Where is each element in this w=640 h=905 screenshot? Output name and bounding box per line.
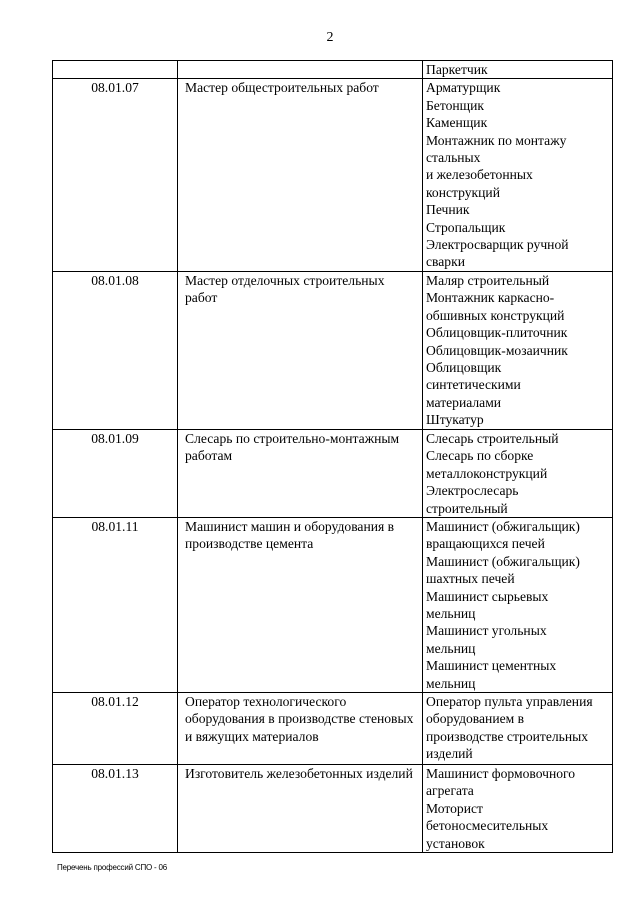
profession-line: Монтажник по монтажу [426, 132, 567, 148]
profession-line: мельниц [426, 605, 476, 621]
table-row [53, 79, 613, 271]
profession-line: Штукатур [426, 412, 484, 428]
specialty-title-cell [178, 692, 423, 764]
specialty-code-cell [53, 61, 178, 79]
profession-line: бетоносмесительных [426, 818, 549, 834]
profession-line: синтетическими [426, 377, 521, 393]
specialty-title-cell [178, 429, 423, 517]
specialty-code-cell [53, 517, 178, 692]
table-row [53, 61, 613, 79]
profession-line: сварки [426, 254, 465, 270]
profession-line: Облицовщик-плиточник [426, 325, 568, 341]
profession-line: стальных [426, 150, 481, 166]
specialty-code: 08.01.07 [91, 80, 139, 96]
profession-line: Паркетчик [426, 62, 488, 77]
specialty-title: Машинист машин и оборудования в производстве цемента [185, 518, 395, 552]
professions-cell [423, 61, 613, 79]
profession-line: обшивных конструкций [426, 307, 565, 323]
page-number: 2 [326, 30, 334, 45]
professions-cell [423, 429, 613, 517]
profession-line: Машинист (обжигальщик) [426, 553, 580, 569]
specialty-title-cell [178, 61, 423, 79]
table-row [53, 429, 613, 517]
specialty-code: 08.01.12 [91, 693, 139, 709]
profession-line: Каменщик [426, 115, 488, 131]
professions-cell [423, 517, 613, 692]
profession-line: вращающихся печей [426, 536, 545, 552]
profession-line: Моторист [426, 800, 483, 816]
profession-line: материалами [426, 394, 502, 410]
profession-line: установок [426, 835, 485, 851]
specialty-code-cell [53, 692, 178, 764]
profession-line: агрегата [426, 783, 474, 799]
specialty-title-cell [178, 79, 423, 271]
profession-line: Машинист сырьевых [426, 588, 549, 604]
profession-line: Облицовщик-мозаичник [426, 342, 568, 358]
profession-line: конструкций [426, 184, 500, 200]
table-row [53, 517, 613, 692]
specialty-title-cell [178, 517, 423, 692]
professions-cell [423, 79, 613, 271]
profession-line: и железобетонных [426, 167, 533, 183]
specialty-code: 08.01.13 [91, 765, 139, 781]
document-footer: Перечень профессий СПО - 06 [57, 863, 168, 872]
profession-line: оборудованием в [426, 711, 525, 727]
profession-line: шахтных печей [426, 571, 515, 587]
specialty-code-cell [53, 271, 178, 429]
specialty-code-cell [53, 79, 178, 271]
profession-line: Маляр строительный [426, 272, 550, 288]
specialty-title: Изготовитель железобетонных изделий [185, 765, 413, 781]
specialty-code: 08.01.09 [91, 430, 139, 446]
specialty-title: Оператор технологического оборудования в производстве стеновых и вяжущих материалов [185, 693, 414, 744]
profession-line: мельниц [426, 640, 476, 656]
profession-line: Электросварщик ручной [426, 237, 569, 253]
profession-line: Слесарь по сборке [426, 448, 534, 464]
professions-table [52, 60, 613, 853]
table-row [53, 692, 613, 764]
table-row [53, 271, 613, 429]
profession-line: Печник [426, 202, 470, 218]
specialty-title: Мастер общестроительных работ [185, 80, 379, 96]
profession-line: Монтажник каркасно- [426, 290, 555, 306]
table-row [53, 764, 613, 852]
profession-line: Электрослесарь [426, 483, 519, 499]
profession-line: Слесарь строительный [426, 430, 559, 446]
profession-line: Машинист (обжигальщик) [426, 518, 580, 534]
profession-line: Машинист угольных [426, 623, 547, 639]
specialty-code: 08.01.11 [91, 518, 139, 534]
professions-table-body [53, 61, 613, 853]
professions-cell [423, 271, 613, 429]
profession-line: металлоконструкций [426, 465, 548, 481]
specialty-code-cell [53, 764, 178, 852]
specialty-title: Мастер отделочных строительных работ [185, 272, 385, 306]
profession-line: Машинист цементных [426, 658, 557, 674]
profession-line: мельниц [426, 675, 476, 691]
profession-line: Оператор пульта управления [426, 693, 593, 709]
professions-cell [423, 764, 613, 852]
profession-line: Стропальщик [426, 219, 506, 235]
profession-line: производстве строительных [426, 728, 589, 744]
specialty-code: 08.01.08 [91, 272, 139, 288]
specialty-title-cell [178, 764, 423, 852]
specialty-title-cell [178, 271, 423, 429]
profession-line: строительный [426, 500, 508, 516]
specialty-code-cell [53, 429, 178, 517]
profession-line: Машинист формовочного [426, 765, 576, 781]
profession-line: Облицовщик [426, 359, 502, 375]
professions-cell [423, 692, 613, 764]
profession-line: Арматурщик [426, 80, 501, 96]
profession-line: изделий [426, 746, 473, 762]
specialty-title: Слесарь по строительно-монтажным работам [185, 430, 400, 464]
profession-line: Бетонщик [426, 97, 485, 113]
